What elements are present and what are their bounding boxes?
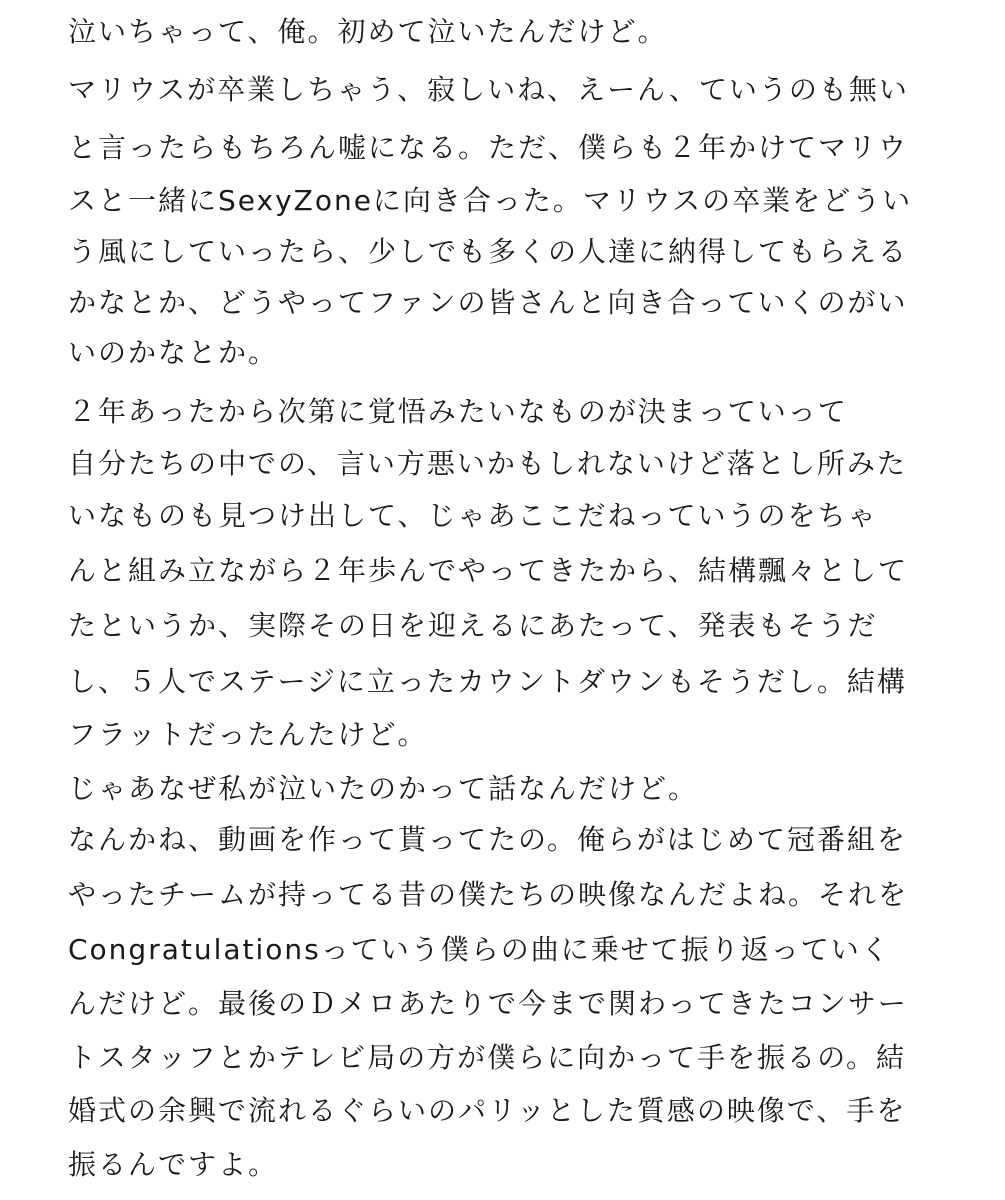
text-line: う風にしていったら、少しでも多くの人達に納得してもらえる — [68, 235, 909, 268]
text-line: んと組み立ながら２年歩んでやってきたから、結構飄々として — [68, 554, 909, 587]
text-line: かなとか、どうやってファンの皆さんと向き合っていくのがい — [68, 286, 908, 319]
text-line: 自分たちの中での、言い方悪いかもしれないけど落とし所みた — [68, 447, 907, 480]
text-line: スと一緒にSexyZoneに向き合った。マリウスの卒業をどうい — [68, 184, 913, 217]
text-line: 振るんですよ。 — [68, 1148, 279, 1181]
text-line: じゃあなぜ私が泣いたのかって話なんだけど。 — [68, 772, 699, 805]
text-line: Congratulationsっていう僕らの曲に乗せて振り返っていく — [68, 933, 891, 966]
text-line: し、５人でステージに立ったカウントダウンもそうだし。結構 — [68, 665, 907, 698]
text-line: 婚式の余興で流れるぐらいのパリッとした質感の映像で、手を — [68, 1094, 907, 1127]
text-line: いなものも見つけ出して、じゃあここだねっていうのをちゃ — [68, 499, 878, 532]
text-line: たというか、実際その日を迎えるにあたって、発表もそうだ — [68, 609, 878, 642]
text-line: なんかね、動画を作って貰ってたの。俺らがはじめて冠番組を — [68, 823, 907, 856]
text-line: マリウスが卒業しちゃう、寂しいね、えーん、ていうのも無い — [68, 73, 909, 106]
text-line: やったチームが持ってる昔の僕たちの映像なんだよね。それを — [68, 878, 909, 911]
text-line: 泣いちゃって、俺。初めて泣いたんだけど。 — [68, 15, 668, 48]
text-line: ２年あったから次第に覚悟みたいなものが決まっていって — [68, 395, 848, 428]
text-line: フラットだったんたけど。 — [68, 718, 428, 751]
text-line: んだけど。最後のＤメロあたりで今まで関わってきたコンサー — [68, 987, 908, 1020]
text-line: トスタッフとかテレビ局の方が僕らに向かって手を振るの。結 — [68, 1041, 907, 1074]
text-line: いのかなとか。 — [68, 336, 279, 369]
text-line: と言ったらもちろん嘘になる。ただ、僕らも２年かけてマリウ — [68, 131, 909, 164]
